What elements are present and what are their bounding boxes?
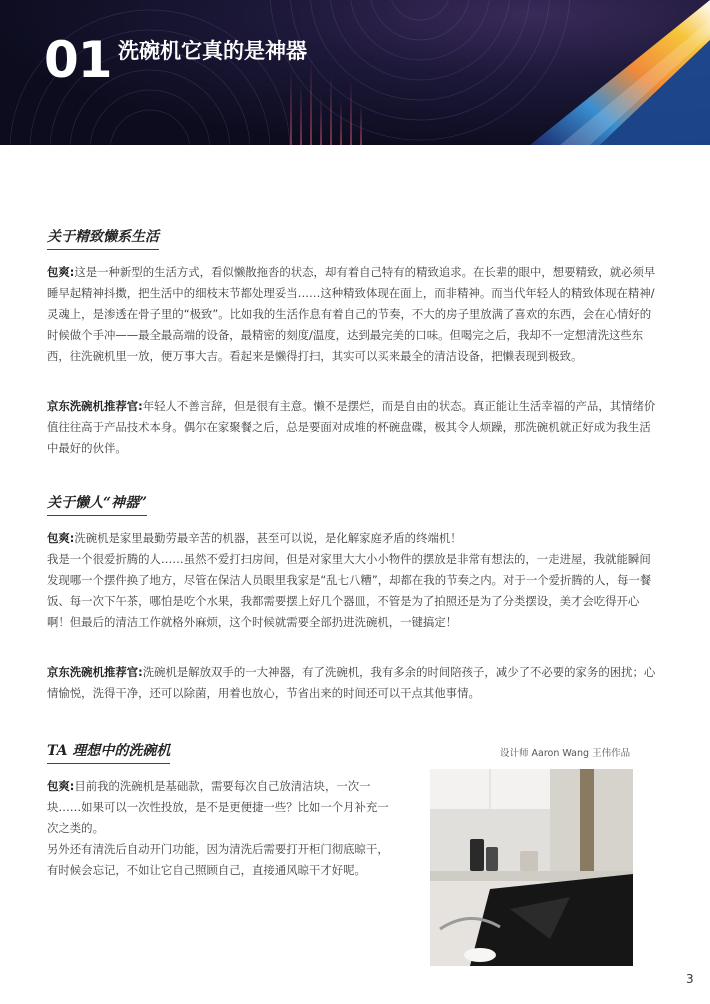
paragraph	[47, 662, 659, 704]
paragraph-text: 洗碗机是解放双手的一大神器，有了洗碗机，我有多余的时间陪孩子，减少了不必要的家务的困扰；心情愉悦，洗得干净，还可以除菌，用着也放心，节省出来的时间还可以干点其他事情。	[47, 665, 656, 700]
paragraph	[47, 528, 659, 633]
paragraph-text: 我是一个很爱折腾的人……虽然不爱打扫房间，但是对家里大大小小物件的摆放是非常有想法的，一走进屋，我就能瞬间发现哪一个摆件换了地方，尽管在保洁人员眼里我家是“乱七八糟”，却都在我的节奏之内。对于一个爱折腾的人，每一餐饭、每一次下午茶，哪怕是吃个水果，我都需要摆上好几个器皿，不管是为了拍照还是为了分类摆设，美才会吃得开心啊！但最后的清洁工作就格外麻烦，这个时候就需要全部扔进洗碗机，一键搞定！	[47, 552, 652, 629]
speaker-label: 包爽:	[47, 265, 75, 279]
paragraph-text: 洗碗机是家里最勤劳最辛苦的机器，甚至可以说，是化解家庭矛盾的终端机！	[74, 531, 462, 545]
page-number: 3	[686, 972, 694, 986]
section-heading-ideal-dishwasher: TA 理想中的洗碗机	[47, 740, 170, 764]
kitchen-photo	[430, 769, 633, 966]
paragraph	[47, 396, 659, 459]
paragraph-text: 年轻人不善言辞，但是很有主意。懒不是摆烂，而是自由的状态。真正能让生活幸福的产品，其情绪价值往往高于产品技术本身。偶尔在家聚餐之后，总是要面对成堆的杯碗盘碟，极其令人烦躁，那洗碗机就正好成为我生活中最好的伙伴。	[47, 399, 656, 455]
kitchen-illustration	[430, 769, 633, 966]
section-heading-lazy-gadget: 关于懒人“神器”	[47, 492, 147, 516]
paragraph-text: 这是一种新型的生活方式，看似懒散拖沓的状态，却有着自己特有的精致追求。在长辈的眼中，想要精致，就必须早睡早起精神抖擞，把生活中的细枝末节都处理妥当……这种精致体现在面上，而非精神。而当代年轻人的精致体现在精神/灵魂上，是渗透在骨子里的“极致”。比如我的生活作息有着自己的节奏，不大的房子里放满了喜欢的东西，会在心情好的时候做个手冲——最全最高端的设备，最精密的刻度/温度，达到最完美的口味。但喝完之后，我却不一定想清洗这些东西，往洗碗机里一放，便万事大吉。看起来是懒得打扫，其实可以买来最全的清洁设备，把懒表现到极致。	[47, 265, 656, 363]
paragraph	[47, 262, 659, 367]
speaker-label: 包爽:	[47, 531, 75, 545]
speaker-label: 包爽:	[47, 779, 75, 793]
speaker-label: 京东洗碗机推荐官:	[47, 665, 143, 679]
photo-caption: 设计师 Aaron Wang 王伟作品	[500, 748, 631, 759]
speaker-label: 京东洗碗机推荐官:	[47, 399, 143, 413]
paragraph-text: 另外还有清洗后自动开门功能，因为清洗后需要打开柜门彻底晾干，有时候会忘记，不如让它自己照顾自己，直接通风晾干才好呢。	[47, 842, 389, 877]
chapter-title: 洗碗机它真的是神器	[118, 39, 307, 63]
chapter-number: 01	[44, 31, 112, 89]
header-banner	[0, 0, 710, 145]
paragraph	[47, 776, 389, 881]
section-heading-refined-lazy-life: 关于精致懒系生活	[47, 226, 159, 250]
paragraph-text: 目前我的洗碗机是基础款，需要每次自己放清洁块，一次一块……如果可以一次性投放，是不是更便捷一些？比如一个月补充一次之类的。	[47, 779, 389, 835]
